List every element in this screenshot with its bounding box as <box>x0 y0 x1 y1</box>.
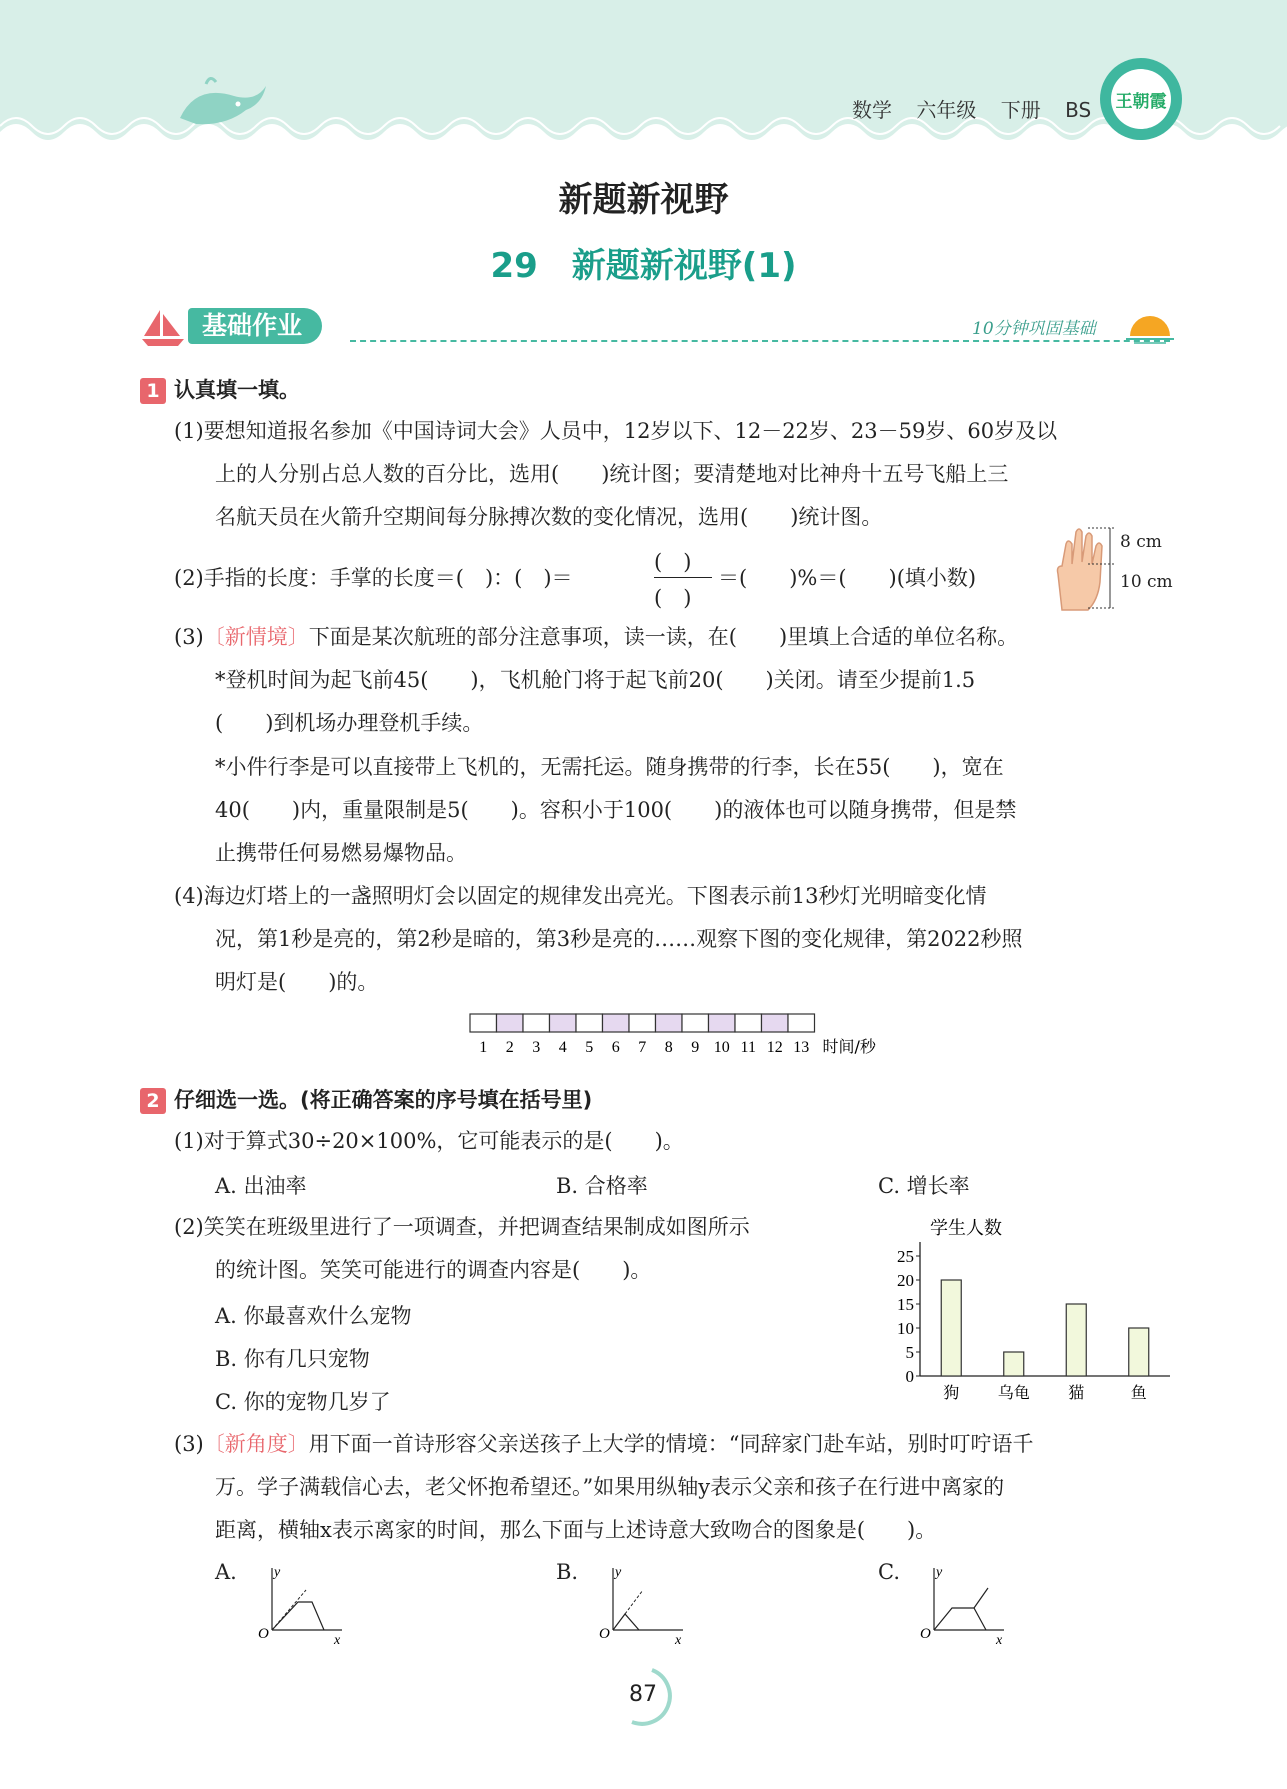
section-bar <box>140 306 1180 348</box>
q2-title <box>140 1084 592 1114</box>
lamp-cell <box>788 1014 815 1032</box>
chart-bar <box>1004 1352 1024 1376</box>
q2-s3-line1-text: 用下面一首诗形容父亲送孩子上大学的情境：“同辞家门赴车站，别时叮咛语千 <box>308 1432 1034 1456</box>
new-situation-tag: 〔新情境〕 <box>203 625 309 649</box>
page-title: 新题新视野 <box>558 180 729 220</box>
x-label: x <box>675 1633 682 1646</box>
lesson-title: 29 新题新视野(1) <box>490 246 797 286</box>
q1-p3-head-text: 下面是某次航班的部分注意事项，读一读，在( )里填上合适的单位名称。 <box>308 625 1019 649</box>
chart-y-tick-label: 10 <box>897 1319 914 1338</box>
q1-title <box>140 374 300 404</box>
dashed-curve <box>625 1590 643 1614</box>
brand-seal <box>1100 58 1182 140</box>
lamp-cell <box>762 1014 789 1032</box>
page-number: 87 <box>629 1682 657 1707</box>
q1-p2-start: (2)手指的长度：手掌的长度＝( )：( )＝ <box>174 566 573 590</box>
section-note: 10分钟巩固基础 <box>972 319 1096 339</box>
q1-p2-rest: ＝( )%＝( )(填小数) <box>718 566 977 590</box>
chart-bar <box>1066 1304 1086 1376</box>
origin-label: O <box>599 1626 610 1642</box>
lamp-second-label: 11 <box>740 1039 756 1056</box>
hand-palm-length: 10 cm <box>1120 572 1173 592</box>
lamp-cell <box>656 1014 683 1032</box>
graph-option-b <box>591 1560 691 1646</box>
chart-category-label: 狗 <box>943 1383 960 1402</box>
q2-s3-option-b: B. <box>556 1560 579 1584</box>
q1-p1-line3: 名航天员在火箭升空期间每分脉搏次数的变化情况，选用( )统计图。 <box>215 505 883 529</box>
q2-s3-line3: 距离，横轴x表示离家的时间，那么下面与上述诗意大致吻合的图象是( )。 <box>215 1518 937 1542</box>
q2-s1-option-a: A. 出油率 <box>215 1174 307 1198</box>
new-angle-tag: 〔新角度〕 <box>203 1432 309 1456</box>
header-edition: BS <box>1065 98 1092 122</box>
chart-category-label: 鱼 <box>1130 1383 1147 1402</box>
lamp-axis-label: 时间/秒 <box>822 1037 876 1056</box>
lamp-second-label: 9 <box>691 1039 700 1056</box>
q2-s2-option-b: B. 你有几只宠物 <box>215 1347 370 1371</box>
chart-y-tick-label: 25 <box>897 1247 914 1266</box>
q1-p2-frac-top: ( ) <box>654 550 692 574</box>
q1-p1-line2: 上的人分别占总人数的百分比，选用( )统计图；要清楚地对比神舟十五号飞船上三 <box>215 462 1009 486</box>
chart-y-tick-label: 15 <box>897 1295 914 1314</box>
distance-curve <box>272 1602 324 1630</box>
pet-bar-chart <box>880 1216 1180 1406</box>
q2-s3-label: (3) <box>174 1432 204 1456</box>
q1-p4-line1: (4)海边灯塔上的一盏照明灯会以固定的规律发出亮光。下图表示前13秒灯光明暗变化情 <box>174 884 987 908</box>
chart-category-label: 猫 <box>1068 1383 1085 1402</box>
lamp-cell <box>709 1014 736 1032</box>
chart-category-label: 乌龟 <box>997 1383 1030 1402</box>
lamp-cell <box>603 1014 630 1032</box>
x-label: x <box>334 1633 341 1646</box>
graph-option-c <box>912 1560 1012 1646</box>
lamp-second-label: 7 <box>638 1039 647 1056</box>
y-label: y <box>615 1565 622 1580</box>
q1-p4-line2: 况，第1秒是亮的，第2秒是暗的，第3秒是亮的……观察下图的变化规律，第2022秒照 <box>215 927 1023 951</box>
header-grade: 六年级 <box>916 98 977 122</box>
lamp-cell <box>470 1014 497 1032</box>
whale-icon <box>176 74 272 130</box>
q1-p3-line4: 40( )内，重量限制是5( )。容积小于100( )的液体也可以随身携带，但是禁 <box>215 798 1017 822</box>
q1-p2-frac-bottom: ( ) <box>654 586 692 610</box>
q2-number: 2 <box>140 1088 166 1114</box>
lamp-second-label: 4 <box>558 1039 567 1056</box>
page-header <box>0 0 1287 150</box>
dashed-curve <box>272 1590 306 1630</box>
q2-s1-option-c: C. 增长率 <box>878 1174 970 1198</box>
sun-icon <box>1124 310 1176 344</box>
q1-number: 1 <box>140 378 166 404</box>
sailboat-icon <box>140 306 190 348</box>
q1-p3-line5: 止携带任何易燃易爆物品。 <box>215 841 467 865</box>
q1-p3-line3: *小件行李是可以直接带上飞机的，无需托运。随身携带的行李，长在55( )，宽在 <box>215 755 1004 779</box>
distance-curve <box>613 1614 639 1630</box>
lamp-second-label: 10 <box>713 1039 730 1056</box>
q1-p3-line1: *登机时间为起飞前45( )，飞机舱门将于起飞前20( )关闭。请至少提前1.5 <box>215 668 976 692</box>
q2-title-text: 仔细选一选。(将正确答案的序号填在括号里) <box>174 1088 593 1112</box>
q2-s3-option-a: A. <box>215 1560 237 1584</box>
lamp-cell <box>576 1014 603 1032</box>
lamp-cell <box>523 1014 550 1032</box>
hand-icon <box>1048 524 1118 612</box>
q2-s1-option-b: B. 合格率 <box>556 1174 648 1198</box>
lamp-second-label: 13 <box>793 1039 810 1056</box>
q1-p3-line2: ( )到机场办理登机手续。 <box>215 711 484 735</box>
lamp-pattern-diagram <box>460 1010 910 1060</box>
y-label: y <box>274 1565 281 1580</box>
q1-title-text: 认真填一填。 <box>174 378 300 402</box>
q1-p4-line3: 明灯是( )的。 <box>215 970 379 994</box>
y-label: y <box>936 1565 943 1580</box>
lamp-second-label: 12 <box>766 1039 783 1056</box>
q2-s2-option-a: A. 你最喜欢什么宠物 <box>215 1304 412 1328</box>
section-divider <box>350 340 1170 342</box>
chart-y-tick-label: 0 <box>905 1367 914 1386</box>
header-subject: 数学 <box>852 98 892 122</box>
q1-p3-label: (3) <box>174 625 204 649</box>
lamp-cell <box>497 1014 524 1032</box>
rising-segment <box>974 1588 988 1608</box>
x-label: x <box>996 1633 1003 1646</box>
q2-s2-line2: 的统计图。笑笑可能进行的调查内容是( )。 <box>215 1258 652 1282</box>
q2-s2-option-c: C. 你的宠物几岁了 <box>215 1390 391 1414</box>
lamp-second-label: 1 <box>479 1039 488 1056</box>
lamp-second-label: 6 <box>611 1039 620 1056</box>
hand-finger-length: 8 cm <box>1120 532 1162 552</box>
fraction-bar <box>654 577 712 578</box>
q2-s3-line2: 万。学子满载信心去，老父怀抱希望还。”如果用纵轴y表示父亲和孩子在行进中离家的 <box>215 1475 1005 1499</box>
q2-s1: (1)对于算式30÷20×100%，它可能表示的是( )。 <box>174 1129 684 1153</box>
lamp-cell <box>550 1014 577 1032</box>
q2-s3-line1 <box>174 1429 1033 1459</box>
lamp-cell <box>735 1014 762 1032</box>
chart-title: 学生人数 <box>930 1218 1002 1239</box>
graph-option-a <box>250 1560 350 1646</box>
lamp-second-label: 2 <box>505 1039 514 1056</box>
lamp-second-label: 8 <box>664 1039 673 1056</box>
chart-bar <box>1129 1328 1149 1376</box>
q2-s3-option-c: C. <box>878 1560 900 1584</box>
lamp-cell <box>682 1014 709 1032</box>
q1-p1-line1: (1)要想知道报名参加《中国诗词大会》人员中，12岁以下、12－22岁、23－59岁、60岁及以 <box>174 419 1058 443</box>
chart-y-tick-label: 5 <box>905 1343 914 1362</box>
origin-label: O <box>920 1626 931 1642</box>
lamp-cell <box>629 1014 656 1032</box>
chart-y-tick-label: 20 <box>897 1271 914 1290</box>
header-meta <box>852 94 1109 123</box>
header-volume: 下册 <box>1000 98 1041 122</box>
origin-label: O <box>258 1626 269 1642</box>
q2-s2-line1: (2)笑笑在班级里进行了一项调查，并把调查结果制成如图所示 <box>174 1215 750 1239</box>
brand-seal-text: 王朝霞 <box>1111 69 1171 129</box>
q1-p3-head <box>174 622 1018 652</box>
lamp-second-label: 5 <box>585 1039 594 1056</box>
chart-bar <box>941 1280 961 1376</box>
lamp-second-label: 3 <box>532 1039 541 1056</box>
section-label: 基础作业 <box>188 308 322 344</box>
distance-curve <box>934 1608 986 1630</box>
